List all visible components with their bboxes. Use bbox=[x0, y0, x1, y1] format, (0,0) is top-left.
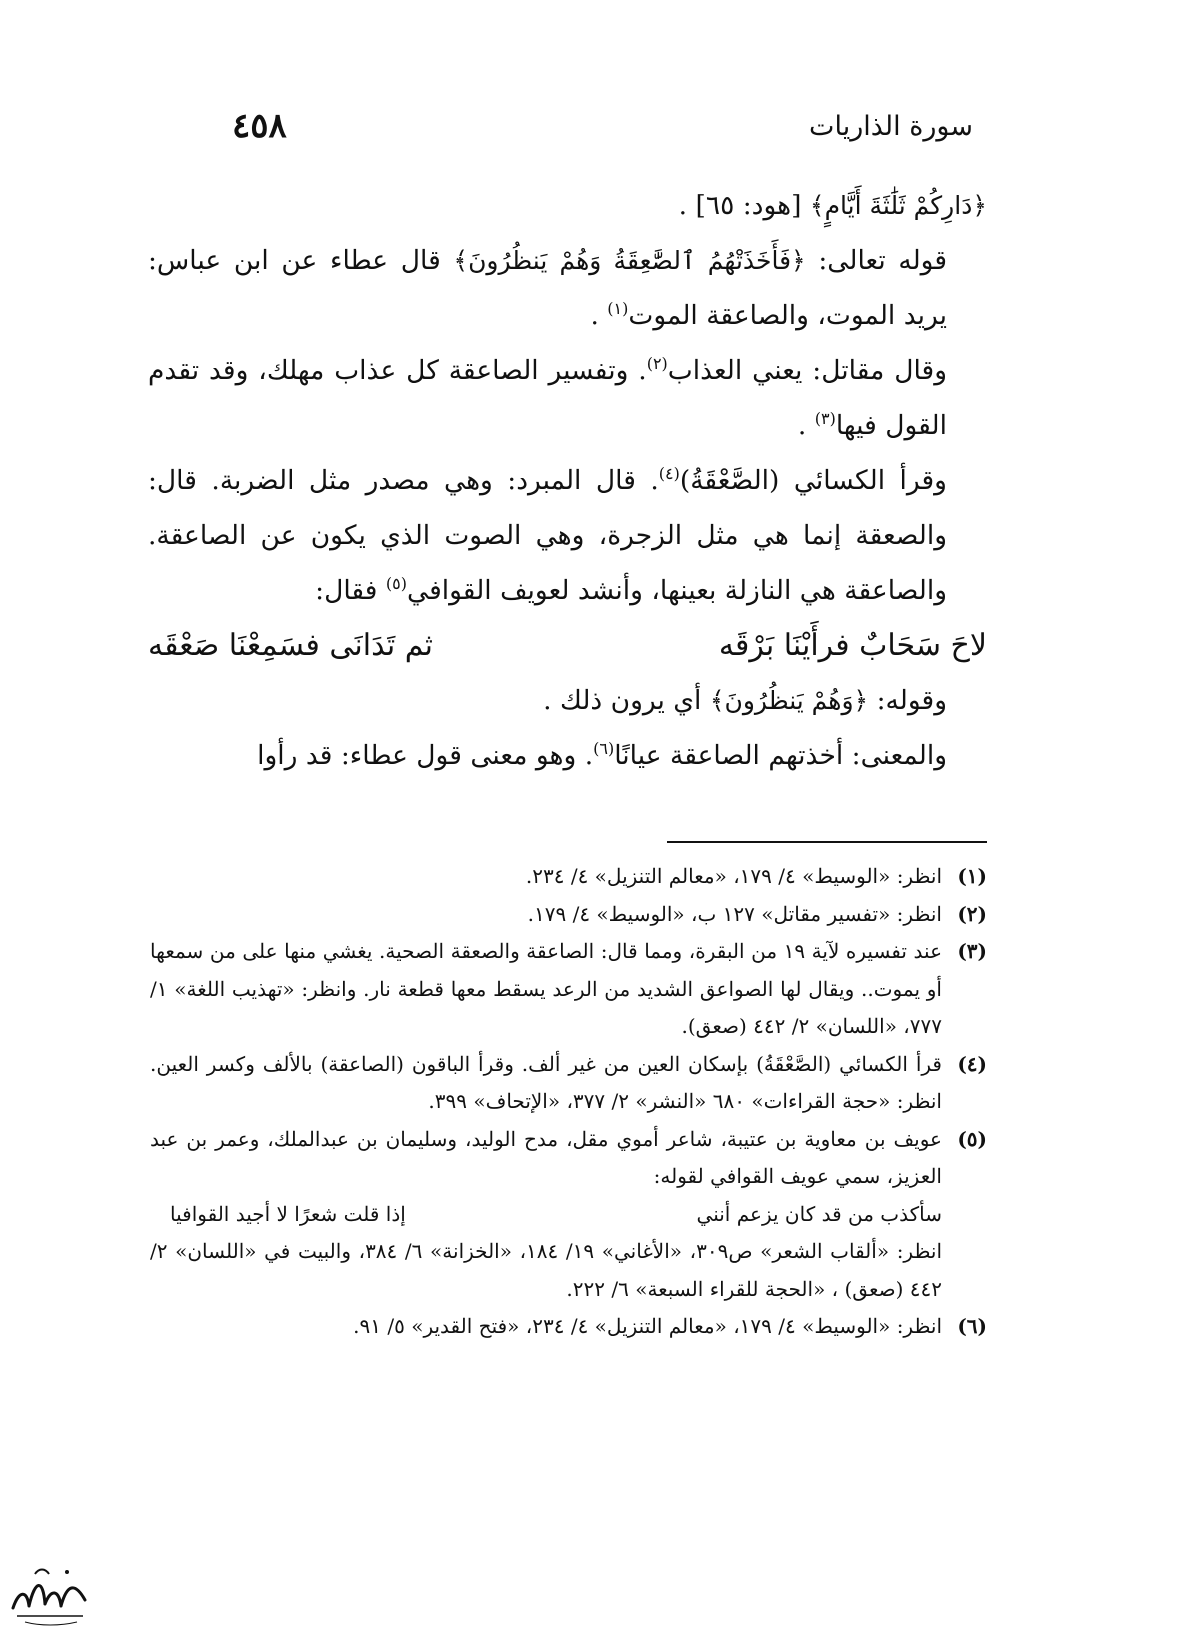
paragraph-text: . وهو معنى قول عطاء: قد رأوا bbox=[257, 740, 594, 771]
footnote-text: عند تفسيره لآية ١٩ من البقرة، ومما قال: الصاعقة والصعقة الصحية. يغشي منها على من سمعها أو يموت.. ويقال لها الصواعق الشديد من الرعد يسقط معها قطعة نار. وانظر: «تهذيب اللغة» ١/ ٧٧٧، «اللسان» ٢/ ٤٤٢ (صعق). bbox=[150, 939, 943, 1038]
poem-hemistich-first: سأكذب من قد كان يزعم أنني bbox=[696, 1201, 942, 1226]
footnote-text: انظر: «تفسير مقاتل» ١٢٧ ب، «الوسيط» ٤/ ١٧٩. bbox=[527, 901, 942, 926]
page-header bbox=[232, 96, 973, 156]
footnote-number: (٢) bbox=[957, 901, 987, 926]
paragraph-text: . وتفسير الصاعقة كل عذاب مهلك، وقد تقدم القول فيها bbox=[148, 355, 947, 441]
quran-verse: ﴿فَأَخَذَتْهُمُ ٱلصَّٰعِقَةُ وَهُمْ يَنظُرُونَ﴾ bbox=[453, 246, 806, 275]
footnote-poem-verse bbox=[150, 1196, 942, 1234]
paragraph-text: وقرأ الكسائي (الصَّعْقَةُ) bbox=[679, 465, 947, 496]
quran-verse: ﴿وَهُمْ يَنظُرُونَ﴾ bbox=[709, 686, 869, 715]
poem-verse bbox=[148, 618, 987, 673]
paragraph-text: قوله تعالى: bbox=[805, 245, 947, 276]
footnote-6 bbox=[150, 1308, 987, 1346]
footnote-5 bbox=[150, 1121, 987, 1309]
publisher-stamp-logo bbox=[5, 1560, 93, 1628]
paragraph-text: والمعنى: أخذتهم الصاعقة عيانًا bbox=[614, 740, 947, 771]
footnote-text: عويف بن معاوية بن عتيبة، شاعر أموي مقل، مدح الوليد، وسليمان بن عبدالملك، وعمر بن عبد العزيز، سمي عويف القوافي لقوله: bbox=[150, 1126, 942, 1188]
footnote-text: انظر: «ألقاب الشعر» ص٣٠٩، «الأغاني» ١٩/ ١٨٤، «الخزانة» ٦/ ٣٨٤، والبيت في «اللسان» ٢/ ٤٤٢ (صعق) ، «الحجة للقراء السبعة» ٦/ ٢٢٢. bbox=[150, 1239, 942, 1301]
footnote-2 bbox=[150, 896, 987, 934]
footnote-ref: (٣) bbox=[814, 409, 836, 429]
paragraph-text: أي يرون ذلك . bbox=[543, 685, 710, 716]
paragraph-ata bbox=[148, 233, 987, 343]
poem-hemistich-second: ثم تَدَانَى فسَمِعْنَا صَعْقَه bbox=[148, 628, 434, 663]
verse-reference: [هود: ٦٥] . bbox=[678, 190, 810, 221]
paragraph-text: وقال مقاتل: يعني العذاب bbox=[667, 355, 948, 386]
footnote-number: (٤) bbox=[957, 1051, 987, 1076]
paragraph-kisai bbox=[148, 453, 987, 618]
poem-hemistich-first: لاحَ سَحَابٌ فرأَيْنَا بَرْقَه bbox=[718, 628, 987, 663]
main-text bbox=[148, 178, 987, 783]
footnote-number: (١) bbox=[957, 864, 987, 888]
paragraph-qawluhu bbox=[148, 673, 987, 728]
paragraph-text: . قال المبرد: وهي مصدر مثل الضربة. قال: والصعقة إنما هي مثل الزجرة، وهي الصوت الذي يكون عن الصاعقة. والصاعقة هي النازلة بعينها، وأنشد لعويف القوافي bbox=[148, 465, 947, 606]
paragraph-verse-continuation bbox=[148, 178, 987, 233]
footnote-4 bbox=[150, 1046, 987, 1121]
footnote-3 bbox=[150, 933, 987, 1046]
paragraph-text: . bbox=[590, 300, 608, 331]
paragraph-text: وقوله: bbox=[868, 685, 947, 716]
paragraph-text: فقال: bbox=[315, 575, 386, 606]
footnote-ref: (٢) bbox=[646, 354, 668, 374]
surah-title: سورة الذاريات bbox=[809, 110, 973, 142]
footnote-text: انظر: «الوسيط» ٤/ ١٧٩، «معالم التنزيل» ٤/ ٢٣٤، «فتح القدير» ٥/ ٩١. bbox=[353, 1314, 942, 1338]
paragraph-maana bbox=[148, 728, 987, 783]
footnote-ref: (٤) bbox=[658, 464, 680, 484]
paragraph-text: . bbox=[797, 410, 815, 441]
footnote-ref: (١) bbox=[607, 299, 629, 319]
footnotes bbox=[150, 858, 987, 1346]
footnote-ref: (٦) bbox=[593, 739, 615, 759]
footnote-number: (٥) bbox=[957, 1126, 987, 1151]
footnote-1 bbox=[150, 858, 987, 896]
paragraph-muqatil bbox=[148, 343, 987, 453]
footnote-text: قرأ الكسائي (الصَّعْقَةُ) بإسكان العين من غير ألف. وقرأ الباقون (الصاعقة) بالألف وكسر العين. انظر: «حجة القراءات» ٦٨٠ «النشر» ٢/ ٣٧٧، «الإتحاف» ٣٩٩. bbox=[150, 1051, 942, 1113]
paragraph-text: قال عطاء عن ابن عباس: يريد الموت، والصاعقة الموت bbox=[148, 245, 947, 331]
footnote-text: انظر: «الوسيط» ٤/ ١٧٩، «معالم التنزيل» ٤/ ٢٣٤. bbox=[525, 864, 942, 888]
footnote-ref: (٥) bbox=[385, 574, 407, 594]
poem-hemistich-second: إذا قلت شعرًا لا أجيد القوافيا bbox=[170, 1201, 406, 1226]
footnote-number: (٦) bbox=[957, 1314, 987, 1338]
page-number: ٤٥٨ bbox=[232, 106, 287, 146]
footnote-number: (٣) bbox=[957, 939, 987, 963]
footnote-separator bbox=[667, 841, 987, 843]
quran-verse: ﴿دَارِكُمْ ثَلَٰثَةَ أَيَّامٍ﴾ bbox=[809, 191, 987, 220]
